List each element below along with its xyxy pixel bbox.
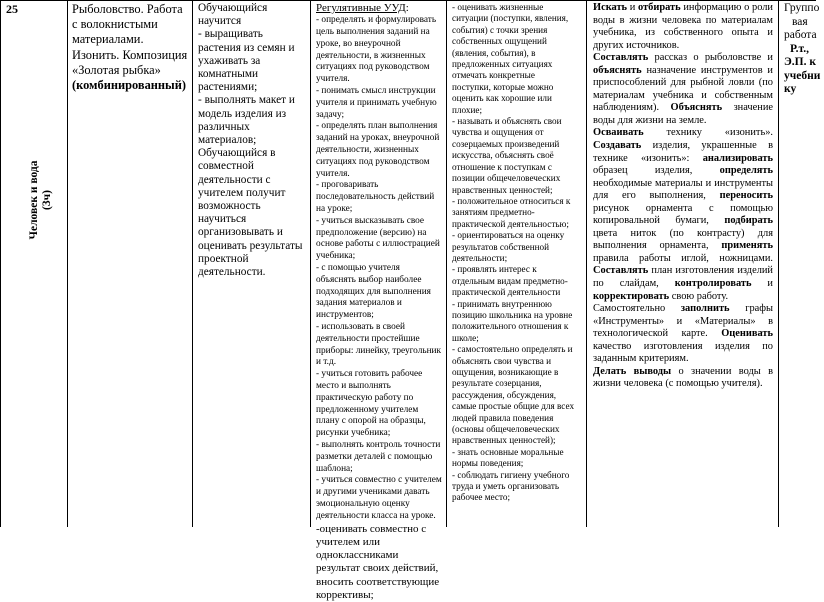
personal-item: - проявлять интерес к отдельным видам предметно-практической деятельности <box>452 264 568 298</box>
column-divider <box>446 0 447 527</box>
column-divider <box>310 0 311 527</box>
personal-outcomes <box>452 2 576 504</box>
column-divider <box>192 0 193 527</box>
lesson-type: (комбинированный) <box>72 78 186 93</box>
work-form <box>784 2 824 97</box>
uud-item: - учиться совместно с учителем и другими учениками давать эмоциональную оценку деятельности класса на уроке. <box>316 475 442 521</box>
student-activities <box>593 2 773 391</box>
work-form-line: Группо <box>784 2 820 14</box>
work-form-line: вая <box>792 15 808 28</box>
subject-outcomes <box>198 2 306 279</box>
personal-item: - называть и объяснять свои чувства и ощущения от созерцаемых произведений искусства, объяснять своё отношение к поступкам с позиции общечеловеческих нравственных ценностей; <box>452 116 562 195</box>
uud-final-item: -оценивать совместно с учителем или одноклассниками результат своих действий, вносить соответствующие коррективы; <box>316 522 440 602</box>
activity-paragraph: Делать выводы о значении воды в жизни человека (с помощью учителя). <box>593 365 773 390</box>
personal-item: - положительное относиться к занятиям предметно-практической деятельностью; <box>452 195 571 229</box>
outcome-item: Обучающийся в совместной деятельности с учителем получит возможность научиться организовывать и оценивать результаты проектной деятельности. <box>198 147 303 279</box>
section-hours: (3ч) <box>41 190 53 210</box>
uud-item: - использовать в своей деятельности простейшие приборы: линейку, треугольник и т.д. <box>316 322 442 368</box>
outcome-item: Обучающийся научится <box>198 2 268 28</box>
uud-heading-text: Регулятивные УУД <box>316 2 406 14</box>
uud-heading-colon: : <box>405 2 409 14</box>
topic-text: Рыболовство. Работа с волокнистыми материалами. Изонить. Композиция «Золотая рыбка» <box>72 2 188 77</box>
personal-item: - самостоятельно определять и объяснять свои чувства и ощущения, возникающие в результате созерцания, рассуждения, обсуждения, самые простые общие для всех людей правила поведения (основы общечеловеческих нравственных ценностей); <box>452 344 575 446</box>
lesson-number: 25 <box>6 2 18 16</box>
personal-item: - знать основные моральные нормы поведения; <box>452 446 564 469</box>
personal-item: - оценивать жизненные ситуации (поступки, явления, события) с точки зрения собственных ощущений (явления, события), в предложенных ситуациях отмечать конкретные поступки, которые можно оценить как хорошие или плохие; <box>452 2 569 115</box>
personal-item: - ориентироваться на оценку результатов собственной деятельности; <box>452 230 565 263</box>
activity-paragraph: Осваивать технику «изонить». Создавать изделия, украшенные в технике «изонить»: анализировать образец изделия, определять необходимые материалы и инструменты для его выполнения, переносить рисунок орнамента с помощью копировальной бумаги, подбирать цвета ниток (по контрасту) для выполнения орнамента, применять правила работы иглой, ножницами. Составлять план изготовления изделий по слайдам, контролировать и корректировать свою работу. <box>593 127 773 302</box>
work-form-line: Р.т., <box>790 42 809 55</box>
uud-item: - определять и формулировать цель выполнения заданий на уроке, во внеурочной деятельности, в жизненных ситуациях под руководством учителя. <box>316 15 437 85</box>
activity-paragraph: Составлять рассказ о рыболовстве и объяснять назначение инструментов и приспособлений для рыбной ловли (по материалам учебника и собственным наблюдениям). Объяснять значение воды для жизни на земле. <box>593 52 773 126</box>
section-title <box>28 100 58 300</box>
work-form-line: Э.П. к <box>784 56 816 68</box>
column-divider <box>778 0 779 527</box>
uud-item: - учиться высказывать свое предположение (версию) на основе работы с иллюстрацией учебника; <box>316 215 440 262</box>
section-name: Человек и вода <box>28 160 40 240</box>
work-form-line: работа <box>784 29 817 41</box>
lesson-topic <box>72 2 190 93</box>
work-form-line: ку <box>784 83 797 95</box>
column-divider <box>67 0 68 527</box>
personal-item: - принимать внутреннюю позицию школьника на уровне положительного отношения к школе; <box>452 298 573 343</box>
table-top-border <box>0 0 816 1</box>
uud-item: - учиться готовить рабочее место и выполнять практическую работу по предложенному учителем плану с опорой на образцы, рисунки учебника; <box>316 369 426 439</box>
outcome-item: - выполнять макет и модель изделия из различных материалов; <box>198 94 295 147</box>
work-form-line: учебни <box>784 69 821 82</box>
column-divider <box>0 0 1 527</box>
regulatory-uud <box>316 2 442 602</box>
column-divider <box>586 0 587 527</box>
uud-heading <box>316 2 442 15</box>
outcome-item: - выращивать растения из семян и ухаживать за комнатными растениями; <box>198 28 295 94</box>
uud-item: - определять план выполнения заданий на уроках, внеурочной деятельности, жизненных ситуациях под руководством учителя. <box>316 121 440 179</box>
uud-item: - понимать смысл инструкции учителя и принимать учебную задачу; <box>316 86 437 120</box>
uud-item: - выполнять контроль точности разметки деталей с помощью шаблона; <box>316 439 441 474</box>
activity-paragraph: Самостоятельно заполнить графы «Инструменты» и «Материалы» в технологической карте. Оценивать качество изготовления изделия по заданным критериям. <box>593 303 773 365</box>
uud-item: - проговаривать последовательность действий на уроке; <box>316 180 435 215</box>
activity-paragraph: Искать и отбирать информацию о роли воды в жизни человека по материалам учебника, из собственного опыта и других источников. <box>593 2 773 51</box>
personal-item: - соблюдать гигиену учебного труда и уметь организовать рабочее место; <box>452 469 570 503</box>
uud-item: - с помощью учителя объяснять выбор наиболее подходящих для выполнения задания материалов и инструментов; <box>316 263 431 321</box>
